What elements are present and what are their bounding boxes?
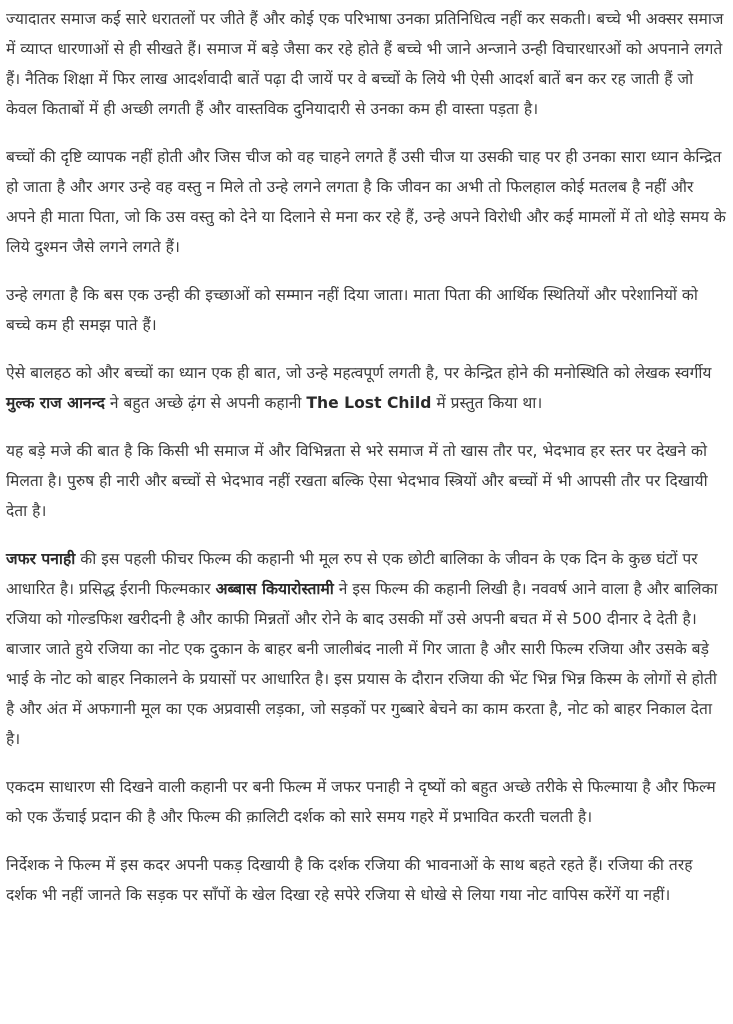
paragraph-5: यह बड़े मजे की बात है कि किसी भी समाज में और विभिन्नता से भरे समाज में तो खास तौर पर, भेदभाव हर स्तर पर देखने को मिलता है। पुरुष ही नारी और बच्चों से भेदभाव नहीं रखता बल्कि ऐसा भेदभाव स्त्रियों और बच्चों में भी आपसी तौर पर दिखायी देता है। [6, 442, 708, 520]
paragraph-4-text-end: में प्रस्तुत किया था। [431, 394, 543, 412]
paragraph-6-text-end: ने इस फिल्म की कहानी लिखी है। नववर्ष आने वाला है और बालिका रजिया को गोल्डफिश खरीदनी है और काफी मिन्नतों और रोने के बाद उसकी माँ उसे अपनी बचत में से 500 दीनार दे देती है। बाजार जाते हुये रजिया का नोट एक दुकान के बाहर बनी जालीबंद नाली में गिर जाता है और सारी फिल्म रजिया और उसके बड़े भाई के नोट को बाहर निकालने के प्रयासों पर आधारित है। इस प्रयास के दौरान रजिया की भेंट भिन्न भिन्न किस्म के लोगों से होती है और अंत में अफगानी मूल का एक अप्रवासी लड़का, जो सड़कों पर गुब्बारे बेचने का काम करता है, नोट को बाहर निकाल देता है। [6, 580, 718, 748]
paragraph-7: एकदम साधारण सी दिखने वाली कहानी पर बनी फिल्म में जफर पनाही ने दृष्यों को बहुत अच्छे तरीके से फिल्माया है और फिल्म को एक ऊँचाई प्रदान की है और फिल्म की क़ालिटी दर्शक को सारे समय गहरे में प्रभावित करती चलती है। [6, 778, 716, 826]
writer-name-abbas-kiarostami: अब्बास कियारोस्तामी [215, 580, 334, 598]
paragraph-4 [6, 358, 727, 418]
director-name-jafar-panahi: जफर पनाही [6, 550, 76, 568]
paragraph-4-text-start: ऐसे बालहठ को और बच्चों का ध्यान एक ही बात, जो उन्हे महत्वपूर्ण लगती है, पर केन्द्रित होने की मनोस्थिति को लेखक स्वर्गीय [6, 364, 712, 382]
author-name-mulk-raj-anand: मुल्क राज आनन्द [6, 394, 105, 412]
paragraph-2: बच्चों की दृष्टि व्यापक नहीं होती और जिस चीज को वह चाहने लगते हैं उसी चीज या उसकी चाह पर ही उनका सारा ध्यान केन्द्रित हो जाता है और अगर उन्हे वह वस्तु न मिले तो उन्हे लगने लगता है कि जीवन का अभी तो फिलहाल कोई मतलब है नहीं और अपने ही माता पिता, जो कि उस वस्तु को देने या दिलाने से मना कर रहे हैं, उन्हे अपने विरोधी और कई मामलों में तो थोड़े समय के लिये दुश्मन जैसे लगने लगते हैं। [6, 148, 726, 256]
story-title-the-lost-child: The Lost Child [306, 394, 432, 412]
paragraph-3: उन्हे लगता है कि बस एक उन्ही की इच्छाओं को सम्मान नहीं दिया जाता। माता पिता की आर्थिक स्थितियों और परेशानियों को बच्चे कम ही समझ पाते हैं। [6, 286, 698, 334]
paragraph-4-text-middle: ने बहुत अच्छे ढ़ंग से अपनी कहानी [104, 394, 307, 412]
paragraph-1: ज्यादातर समाज कई सारे धरातलों पर जीते हैं और कोई एक परिभाषा उनका प्रतिनिधित्व नहीं कर सकती। बच्चे भी अक्सर समाज में व्याप्त धारणाओं से ही सीखते हैं। समाज में बड़े जैसा कर रहे होते हैं बच्चे भी जाने अन्जाने उन्ही विचारधारओं को अपनाने लगते हैं। नैतिक शिक्षा में फिर लाख आदर्शवादी बातें पढ़ा दी जायें पर वे बच्चों के लिये भी ऐसी आदर्श बातें बन कर रह जाती हैं जो केवल किताबों में ही अच्छी लगती हैं और वास्तविक दुनियादारी से उनका कम ही वास्ता पड़ता है। [6, 10, 724, 118]
paragraph-6 [6, 544, 727, 754]
paragraph-8: निर्देशक ने फिल्म में इस कदर अपनी पकड़ दिखायी है कि दर्शक रजिया की भावनाओं के साथ बहते रहते हैं। रजिया की तरह दर्शक भी नहीं जानते कि सड़क पर साँपों के खेल दिखा रहे सपेरे रजिया से धोखे से लिया गया नोट वापिस करेंगें या नहीं। [6, 856, 693, 904]
paragraph-6-text-middle: की इस पहली फीचर फिल्म की कहानी भी मूल रुप से एक छोटी बालिका के जीवन के एक दिन के कुछ घंटों पर आधारित है। प्रसिद्ध ईरानी फिल्मकार [6, 550, 698, 598]
